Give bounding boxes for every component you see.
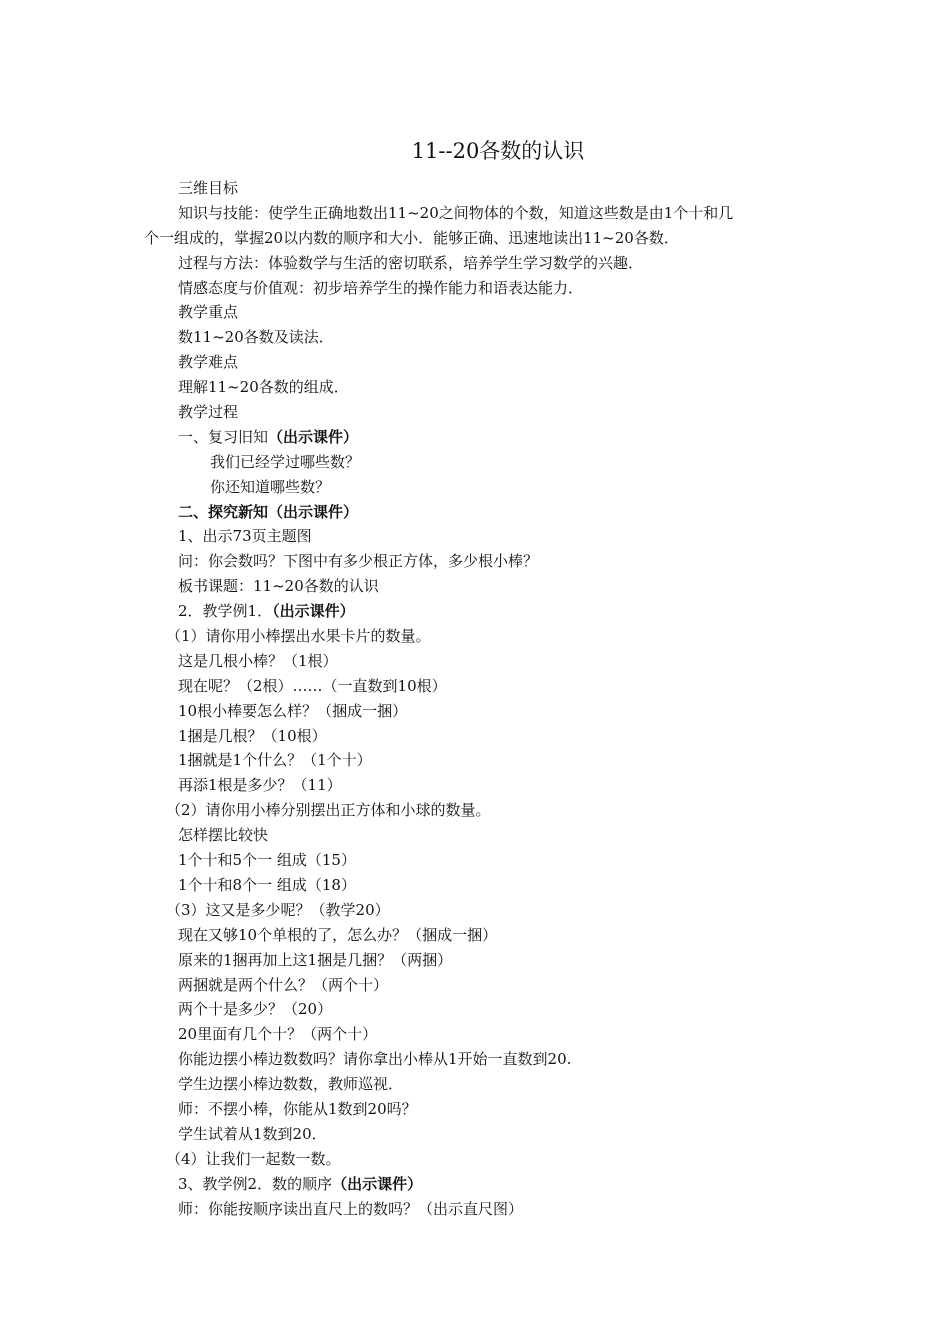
text-line: 1捆是几根？（10根） xyxy=(178,726,327,745)
text-line: 情感态度与价值观：初步培养学生的操作能力和语表达能力． xyxy=(178,278,584,297)
text-line: 1个十和8个一 组成（18） xyxy=(178,875,356,894)
text-line: （1）请你用小棒摆出水果卡片的数量。 xyxy=(166,627,431,646)
text-line: 师：你能按顺序读出直尺上的数吗？（出示直尺图） xyxy=(178,1199,524,1218)
text-line: 我们已经学过哪些数？ xyxy=(210,452,361,471)
text-line: （3）这又是多少呢？（教学20） xyxy=(166,900,390,919)
document-body xyxy=(144,176,824,1221)
bold-text: （出示课件） xyxy=(272,602,355,621)
text-line: 知识与技能：使学生正确地数出11~20之间物体的个数，知道这些数是由1个十和几 xyxy=(178,203,734,222)
text-line: 个一组成的，掌握20以内数的顺序和大小．能够正确、迅速地读出11~20各数． xyxy=(144,228,679,247)
text-line: 两捆就是两个什么？（两个十） xyxy=(178,975,389,994)
text-line: 1个十和5个一 组成（15） xyxy=(178,851,356,870)
text-line: （4）让我们一起数一数。 xyxy=(166,1149,341,1168)
text-line: 板书课题：11~20各数的认识 xyxy=(178,577,379,596)
text-line: 你能边摆小棒边数数吗？请你拿出小棒从1开始一直数到20. xyxy=(178,1050,572,1069)
text-line: 再添1根是多少？（11） xyxy=(178,776,342,795)
text-line: 现在呢？（2根）……（一直数到10根） xyxy=(178,676,447,695)
text-line: （2）请你用小棒分别摆出正方体和小球的数量。 xyxy=(166,801,491,820)
text-line: 10根小棒要怎么样？（捆成一捆） xyxy=(178,701,408,720)
text-line: 学生试着从1数到20． xyxy=(178,1124,327,1143)
text-line: 问：你会数吗？下图中有多少根正方体，多少根小棒？ xyxy=(178,552,539,571)
line-text: 一、复习旧知 xyxy=(178,427,269,446)
section-heading: 二、探究新知（出示课件） xyxy=(178,502,359,521)
text-line: 你还知道哪些数？ xyxy=(210,477,331,496)
text-line: 数11~20各数及读法． xyxy=(178,328,334,347)
text-line: 1、出示73页主题图 xyxy=(178,527,312,546)
text-line: 理解11~20各数的组成． xyxy=(178,378,349,397)
text-line: 三维目标 xyxy=(178,179,239,197)
text-line: 20里面有几个十？（两个十） xyxy=(178,1025,378,1044)
text-line: 过程与方法：体验数学与生活的密切联系，培养学生学习数学的兴趣． xyxy=(178,253,644,272)
document-title: 11--20各数的认识 xyxy=(411,139,585,163)
bold-text: （出示课件） xyxy=(268,427,359,446)
text-line: 两个十是多少？（20） xyxy=(178,1000,333,1019)
text-line xyxy=(144,425,824,450)
text-line: 现在又够10个单根的了，怎么办？（捆成一捆） xyxy=(178,925,498,944)
text-line xyxy=(144,1172,824,1197)
text-line: 1捆就是1个什么？（1个十） xyxy=(178,751,372,770)
text-line: 学生边摆小棒边数数，教师巡视． xyxy=(178,1075,404,1094)
text-line xyxy=(144,599,824,624)
text-line: 教学过程 xyxy=(178,403,239,422)
text-line: 教学难点 xyxy=(178,353,239,372)
line-text: 3、教学例2．数的顺序 xyxy=(178,1174,333,1193)
text-line: 怎样摆比较快 xyxy=(178,826,269,845)
text-line: 教学重点 xyxy=(178,303,239,322)
text-line: 师：不摆小棒，你能从1数到20吗？ xyxy=(178,1099,417,1118)
text-line: 原来的1捆再加上这1捆是几捆？（两捆） xyxy=(178,950,453,969)
bold-text: （出示课件） xyxy=(332,1174,423,1193)
line-text: 2．教学例1． xyxy=(178,602,273,621)
text-line: 这是几根小棒？（1根） xyxy=(178,651,338,670)
